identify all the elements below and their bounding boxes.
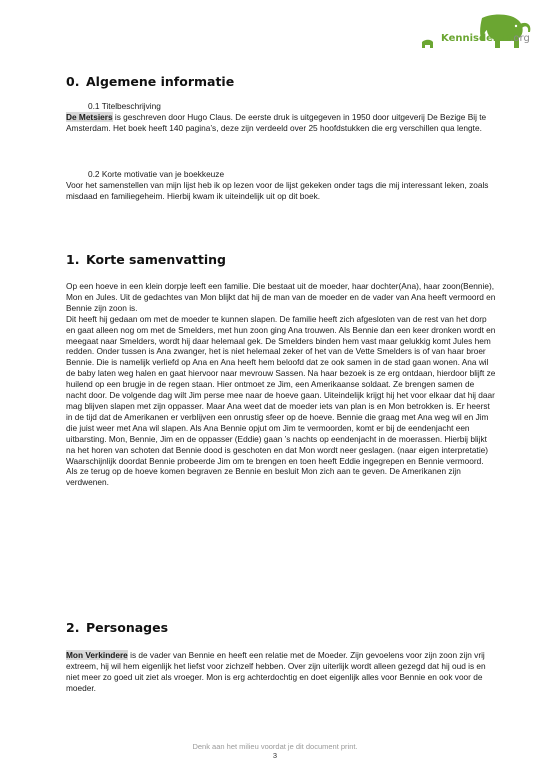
subsection-0-1-title: 0.1 Titelbeschrijving: [88, 101, 161, 111]
subsection-0-2-title: 0.2 Korte motivatie van je boekkeuze: [88, 169, 225, 179]
footer-note: Denk aan het milieu voordat je dit document print.: [192, 742, 358, 751]
summary-paragraph-1: Op een hoeve in een klein dorpje leeft een familie. Die bestaat uit de moeder, haar dochter(Ana), haar zoon(Bennie), Mon en Jules. Uit de gedachtes van Mon blijkt dat hij de man van de moeder en de vader van Ana heeft vermoord en Bennie zijn zoon is.: [66, 281, 496, 313]
character-description: Mon Verkindere is de vader van Bennie en heeft een relatie met de Moeder. Zijn gevoelens voor zijn zoon zijn vrij extreem, hij wil hem eigenlijk het liefst voor zichzelf hebben. Over zijn uiterlijk wordt alleen gezegd dat hij oud is en niet meer zo goed uit ziet als vroeger. Mon is erg achterdochtig en doet eigenlijk alles voor Bennie en ook voor de moeder.: [66, 650, 486, 693]
section-1-heading: 1. Korte samenvatting: [66, 252, 226, 267]
page-number: 3: [272, 751, 278, 760]
section-0-heading: 0. Algemene informatie: [66, 74, 235, 89]
logo-text: Kennisdelen.org: [441, 33, 530, 44]
summary-text: [66, 281, 496, 488]
character-name: Mon Verkindere: [66, 650, 128, 660]
subsection-0-2-body: Voor het samenstellen van mijn lijst heb ik op lezen voor de lijst gekeken onder tags die mij interessant leken, zoals misdaad en familiegeheim. Hierbij kwam ik uiteindelijk uit op dit boek.: [66, 180, 489, 201]
summary-paragraph-2: Dit heeft hij gedaan om met de moeder te kunnen slapen. De familie heeft zich afgesloten van de rest van het dorp en gaat alleen nog om met de Smelders, met hun zoon ging Ana trouwen. Als Bennie dan een keer dronken wordt en meegaat naar Smelders, wordt hij daar helemaal gek. De Smelders binden hem vast maar gelukkig komt Jules hem redden. Onder tussen is Ana zwanger, het is niet helemaal zeker of het van de Vette Smelders is of van haar broer Bennie. Die is namelijk verliefd op Ana en Ana heeft hem beloofd dat ze ook samen in de stad gaan wonen. Ana wil de baby laten weg halen en gaat hiervoor naar mevrouw Sassen. Na haar bezoek is ze erg ontdaan, hierdoor blijft ze huilend op een brugje in de regen staan. Hier ontmoet ze Jim, een Amerikaanse soldaat. Ze brengen samen de nacht door. De volgende dag wilt Jim perse mee naar de hoeve gaan. Uiteindelijk krijgt hij het voor elkaar dat hij daar mag blijven slapen met zijn oppasser. Maar Ana weet dat de moeder iets van plan is en Mon betrokken is. Er heerst in de tijd dat de Amerikanen er verblijven een onrustig sfeer op de hoeve. Bennie die graag met Ana weg wil en Jim die juist weer met Ana wil slapen. Als Ana Bennie opjut om Jim te vermoorden, komt er bij de eendenjacht een uitbarsting. Mon, Bennie, Jim en de oppasser (Eddie) gaan ’s nachts op eendenjacht in de moerassen. Hierbij blijkt na het horen van schoten dat Bennie dood is geschoten en dat Mon wordt neer geslagen. (naar eigen interpretatie) Waarschijnlijk doordat Bennie probeerde Jim om te brengen en toen heeft Eddie ingegrepen en Bennie vermoord. Als ze terug op de hoeve komen begraven ze Bennie en besluit Mon zich aan te geven. De Amerikanen zijn verdwenen.: [66, 313, 496, 488]
book-title: De Metsiers: [66, 112, 113, 122]
section-2-heading: 2. Personages: [66, 620, 169, 635]
subsection-0-1-body: De Metsiers is geschreven door Hugo Claus. De eerste druk is uitgegeven in 1950 door uitgeverij De Bezige Bij te Amsterdam. Het boek heeft 140 pagina’s, deze zijn verdeeld over 25 hoofdstukken die erg verschillen qua lengte.: [66, 112, 487, 133]
